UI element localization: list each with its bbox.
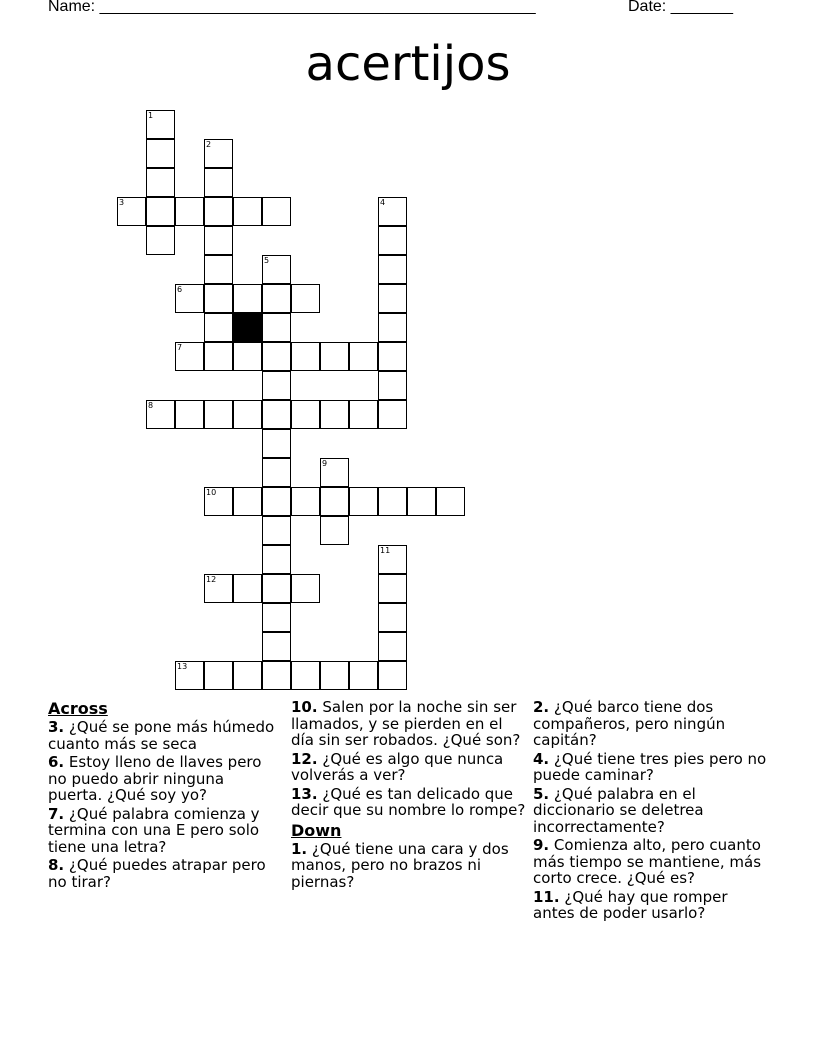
grid-cell[interactable] — [175, 400, 204, 429]
clue-down-5 — [533, 786, 768, 836]
clue-across-10 — [291, 699, 526, 749]
grid-cell[interactable] — [291, 284, 320, 313]
clue-number: 12. — [291, 749, 318, 768]
clue-text: ¿Qué es tan delicado que decir que su nombre lo rompe? — [291, 784, 526, 819]
grid-cell[interactable] — [233, 400, 262, 429]
grid-cell[interactable] — [378, 226, 407, 255]
clue-number: 6. — [48, 753, 65, 771]
clue-number-label: 1 — [148, 111, 154, 120]
clue-number: 1. — [291, 839, 308, 858]
clues-column-1 — [48, 699, 283, 892]
grid-cell[interactable] — [349, 661, 378, 690]
clues-column-3 — [533, 699, 768, 924]
grid-cell[interactable] — [262, 661, 291, 690]
clue-text: ¿Qué palabra comienza y termina con una E pero solo tiene una letra? — [48, 804, 260, 856]
clue-number-label: 5 — [264, 256, 270, 265]
grid-cell[interactable] — [378, 313, 407, 342]
grid-cell-2[interactable] — [204, 139, 233, 168]
clue-number-label: 4 — [380, 198, 386, 207]
date-field[interactable]: Date: _______ — [628, 0, 733, 15]
clue-across-6 — [48, 754, 283, 804]
name-field[interactable]: Name: _________________________________________________ — [48, 0, 536, 15]
grid-cell[interactable] — [204, 226, 233, 255]
grid-cell[interactable] — [262, 313, 291, 342]
clue-text: ¿Qué tiene tres pies pero no puede caminar? — [533, 749, 767, 784]
grid-cell[interactable] — [291, 661, 320, 690]
grid-cell[interactable] — [146, 168, 175, 197]
grid-cell[interactable] — [262, 545, 291, 574]
clue-number: 5. — [533, 784, 550, 803]
clue-number-label: 3 — [119, 198, 125, 207]
grid-cell[interactable] — [291, 342, 320, 371]
clue-number: 8. — [48, 856, 65, 874]
grid-cell[interactable] — [204, 313, 233, 342]
clue-number-label: 13 — [177, 662, 188, 671]
clue-text: Estoy lleno de llaves pero no puedo abrir ninguna puerta. ¿Qué soy yo? — [48, 753, 262, 804]
grid-cell[interactable] — [262, 458, 291, 487]
grid-cell[interactable] — [349, 400, 378, 429]
grid-cell[interactable] — [233, 574, 262, 603]
clue-number: 13. — [291, 784, 318, 803]
grid-cell[interactable] — [204, 661, 233, 690]
clue-number-label: 2 — [206, 140, 212, 149]
clue-text: Comienza alto, pero cuanto más tiempo se mantiene, más corto crece. ¿Qué es? — [533, 836, 762, 887]
clue-text: ¿Qué palabra en el diccionario se deletrea incorrectamente? — [533, 784, 704, 836]
clue-number: 2. — [533, 698, 550, 716]
clue-across-8 — [48, 857, 283, 890]
grid-cell[interactable] — [378, 342, 407, 371]
clue-text: ¿Qué barco tiene dos compañeros, pero ningún capitán? — [533, 698, 726, 749]
clue-down-2 — [533, 699, 768, 749]
clue-number-label: 9 — [322, 459, 328, 468]
grid-cell[interactable] — [175, 197, 204, 226]
clue-number-label: 8 — [148, 401, 154, 410]
grid-cell[interactable] — [378, 371, 407, 400]
grid-cell-6[interactable] — [175, 284, 204, 313]
grid-cell-13[interactable] — [175, 661, 204, 690]
grid-cell[interactable] — [146, 197, 175, 226]
clues-column-2 — [291, 699, 526, 892]
grid-cell-4[interactable] — [378, 197, 407, 226]
clue-number: 3. — [48, 718, 65, 736]
grid-cell[interactable] — [146, 139, 175, 168]
down-heading: Down — [291, 820, 342, 840]
grid-cell[interactable] — [291, 400, 320, 429]
grid-cell[interactable] — [233, 284, 262, 313]
grid-cell[interactable] — [262, 197, 291, 226]
grid-cell[interactable] — [233, 342, 262, 371]
grid-cell[interactable] — [146, 226, 175, 255]
clue-across-12 — [291, 751, 526, 784]
clue-down-11 — [533, 889, 768, 922]
grid-cell[interactable] — [233, 197, 262, 226]
clue-text: ¿Qué es algo que nunca volverás a ver? — [291, 749, 504, 784]
across-heading: Across — [48, 699, 108, 718]
grid-cell[interactable] — [378, 632, 407, 661]
black-cell — [233, 313, 262, 342]
grid-cell-7[interactable] — [175, 342, 204, 371]
grid-cell[interactable] — [320, 342, 349, 371]
page-title: acertijos — [305, 36, 511, 92]
grid-cell[interactable] — [349, 487, 378, 516]
grid-cell[interactable] — [291, 487, 320, 516]
clue-across-3 — [48, 719, 283, 752]
grid-cell[interactable] — [262, 603, 291, 632]
grid-cell[interactable] — [320, 516, 349, 545]
clue-down-9 — [533, 837, 768, 887]
grid-cell[interactable] — [378, 487, 407, 516]
grid-cell[interactable] — [320, 400, 349, 429]
clue-text: ¿Qué puedes atrapar pero no tirar? — [48, 856, 266, 891]
grid-cell-1[interactable] — [146, 110, 175, 139]
clue-text: ¿Qué se pone más húmedo cuanto más se seca — [48, 718, 275, 753]
grid-cell[interactable] — [262, 487, 291, 516]
clue-number-label: 10 — [206, 488, 217, 497]
grid-cell[interactable] — [262, 284, 291, 313]
clue-text: ¿Qué hay que romper antes de poder usarlo? — [533, 887, 728, 922]
clue-across-13 — [291, 786, 526, 819]
grid-cell[interactable] — [378, 574, 407, 603]
grid-cell-11[interactable] — [378, 545, 407, 574]
grid-cell[interactable] — [262, 632, 291, 661]
clue-number-label: 11 — [380, 546, 391, 555]
grid-cell[interactable] — [378, 661, 407, 690]
grid-cell[interactable] — [204, 197, 233, 226]
clue-down-4 — [533, 751, 768, 784]
clue-number: 10. — [291, 698, 318, 716]
grid-cell[interactable] — [204, 255, 233, 284]
grid-cell[interactable] — [204, 400, 233, 429]
clue-number: 7. — [48, 804, 65, 823]
clue-number-label: 6 — [177, 285, 183, 294]
grid-cell[interactable] — [262, 429, 291, 458]
grid-cell[interactable] — [262, 371, 291, 400]
grid-cell[interactable] — [436, 487, 465, 516]
grid-cell[interactable] — [233, 487, 262, 516]
grid-cell[interactable] — [378, 255, 407, 284]
grid-cell[interactable] — [233, 661, 262, 690]
grid-cell[interactable] — [262, 342, 291, 371]
clue-number-label: 12 — [206, 575, 217, 584]
clue-number: 9. — [533, 836, 550, 854]
grid-cell-9[interactable] — [320, 458, 349, 487]
grid-cell[interactable] — [204, 342, 233, 371]
grid-cell[interactable] — [320, 487, 349, 516]
grid-cell[interactable] — [320, 661, 349, 690]
clue-number: 11. — [533, 887, 560, 906]
grid-cell-3[interactable] — [117, 197, 146, 226]
grid-cell[interactable] — [378, 603, 407, 632]
grid-cell[interactable] — [262, 574, 291, 603]
clue-text: Salen por la noche sin ser llamados, y se pierden en el día sin ser robados. ¿Qué son? — [291, 698, 521, 749]
clue-number-label: 7 — [177, 343, 183, 352]
grid-cell-8[interactable] — [146, 400, 175, 429]
grid-cell-12[interactable] — [204, 574, 233, 603]
grid-cell-5[interactable] — [262, 255, 291, 284]
grid-cell-10[interactable] — [204, 487, 233, 516]
grid-cell[interactable] — [262, 516, 291, 545]
clue-down-1 — [291, 841, 526, 891]
grid-cell[interactable] — [349, 342, 378, 371]
clue-number: 4. — [533, 749, 550, 768]
grid-cell[interactable] — [204, 168, 233, 197]
grid-cell[interactable] — [204, 284, 233, 313]
grid-cell[interactable] — [262, 400, 291, 429]
grid-cell[interactable] — [378, 284, 407, 313]
clue-across-7 — [48, 806, 283, 856]
grid-cell[interactable] — [291, 574, 320, 603]
clue-text: ¿Qué tiene una cara y dos manos, pero no brazos ni piernas? — [291, 839, 509, 891]
grid-cell[interactable] — [378, 400, 407, 429]
grid-cell[interactable] — [407, 487, 436, 516]
